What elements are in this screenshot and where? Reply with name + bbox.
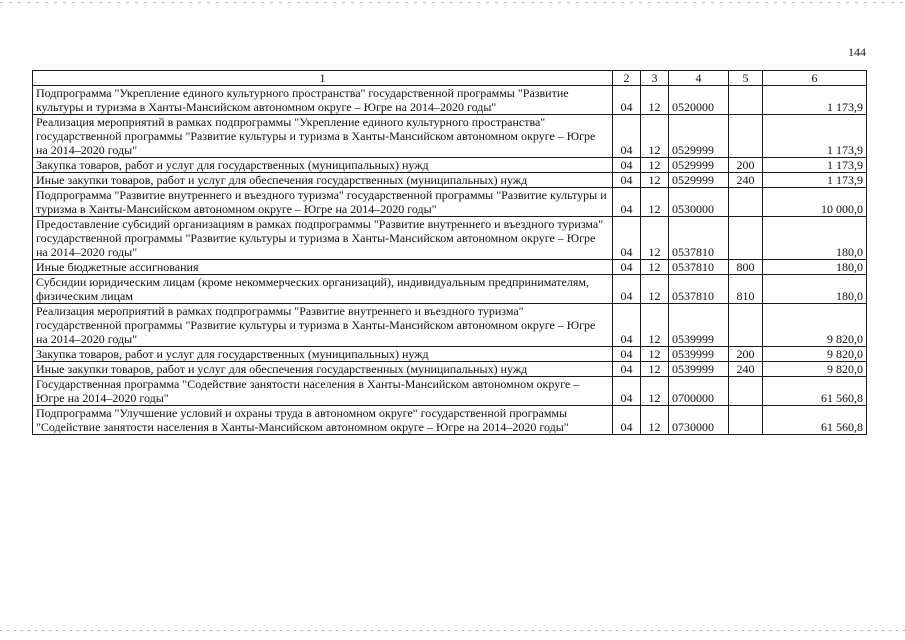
row-section-code: 04 bbox=[613, 406, 641, 435]
table-row bbox=[33, 188, 867, 217]
row-amount: 1 173,9 bbox=[763, 173, 867, 188]
row-subsection-code: 12 bbox=[641, 217, 669, 260]
row-target-article-code: 0539999 bbox=[669, 347, 729, 362]
row-section-code: 04 bbox=[613, 347, 641, 362]
row-target-article-code: 0529999 bbox=[669, 158, 729, 173]
row-expense-type-code: 810 bbox=[729, 275, 763, 304]
row-subsection-code: 12 bbox=[641, 158, 669, 173]
row-target-article-code: 0537810 bbox=[669, 217, 729, 260]
row-subsection-code: 12 bbox=[641, 275, 669, 304]
table-row bbox=[33, 115, 867, 158]
row-section-code: 04 bbox=[613, 188, 641, 217]
row-expense-type-code: 240 bbox=[729, 362, 763, 377]
row-amount: 180,0 bbox=[763, 275, 867, 304]
row-amount: 1 173,9 bbox=[763, 115, 867, 158]
row-target-article-code: 0530000 bbox=[669, 188, 729, 217]
table-row bbox=[33, 173, 867, 188]
table-row bbox=[33, 86, 867, 115]
scan-artifact-bottom bbox=[0, 630, 905, 631]
row-amount: 1 173,9 bbox=[763, 86, 867, 115]
row-amount: 180,0 bbox=[763, 217, 867, 260]
row-target-article-code: 0529999 bbox=[669, 115, 729, 158]
row-target-article-code: 0537810 bbox=[669, 260, 729, 275]
table-row bbox=[33, 275, 867, 304]
row-subsection-code: 12 bbox=[641, 115, 669, 158]
page-number: 144 bbox=[848, 45, 866, 59]
row-target-article-code: 0520000 bbox=[669, 86, 729, 115]
column-header: 3 bbox=[641, 71, 669, 86]
row-subsection-code: 12 bbox=[641, 406, 669, 435]
table-row bbox=[33, 158, 867, 173]
column-header: 2 bbox=[613, 71, 641, 86]
row-section-code: 04 bbox=[613, 362, 641, 377]
row-section-code: 04 bbox=[613, 173, 641, 188]
row-description: Иные закупки товаров, работ и услуг для обеспечения государственных (муниципальных) нужд bbox=[33, 362, 613, 377]
row-amount: 9 820,0 bbox=[763, 347, 867, 362]
row-expense-type-code bbox=[729, 377, 763, 406]
row-subsection-code: 12 bbox=[641, 188, 669, 217]
table-row bbox=[33, 217, 867, 260]
row-subsection-code: 12 bbox=[641, 304, 669, 347]
row-section-code: 04 bbox=[613, 217, 641, 260]
row-subsection-code: 12 bbox=[641, 347, 669, 362]
row-description: Закупка товаров, работ и услуг для государственных (муниципальных) нужд bbox=[33, 347, 613, 362]
row-description: Иные закупки товаров, работ и услуг для обеспечения государственных (муниципальных) нужд bbox=[33, 173, 613, 188]
row-description: Закупка товаров, работ и услуг для государственных (муниципальных) нужд bbox=[33, 158, 613, 173]
row-subsection-code: 12 bbox=[641, 260, 669, 275]
row-amount: 61 560,8 bbox=[763, 406, 867, 435]
row-description: Реализация мероприятий в рамках подпрограммы "Развитие внутреннего и въездного туризма" государственной программы "Развитие культуры и туризма в Ханты-Мансийском автономном округе – Югре на 2014–2020 годы" bbox=[33, 304, 613, 347]
table-row bbox=[33, 362, 867, 377]
row-expense-type-code: 200 bbox=[729, 158, 763, 173]
row-description: Субсидии юридическим лицам (кроме некоммерческих организаций), индивидуальным предпринимателям, физическим лицам bbox=[33, 275, 613, 304]
row-description: Подпрограмма "Развитие внутреннего и въездного туризма" государственной программы "Развитие культуры и туризма в Ханты-Мансийском автономном округе – Югре на 2014–2020 годы" bbox=[33, 188, 613, 217]
row-section-code: 04 bbox=[613, 86, 641, 115]
row-description: Государственная программа "Содействие занятости населения в Ханты-Мансийском автономном округе – Югре на 2014–2020 годы" bbox=[33, 377, 613, 406]
row-amount: 10 000,0 bbox=[763, 188, 867, 217]
row-expense-type-code: 200 bbox=[729, 347, 763, 362]
row-expense-type-code bbox=[729, 115, 763, 158]
row-subsection-code: 12 bbox=[641, 362, 669, 377]
row-target-article-code: 0539999 bbox=[669, 304, 729, 347]
row-section-code: 04 bbox=[613, 158, 641, 173]
row-target-article-code: 0539999 bbox=[669, 362, 729, 377]
table-row bbox=[33, 260, 867, 275]
table-body bbox=[33, 86, 867, 435]
row-target-article-code: 0537810 bbox=[669, 275, 729, 304]
row-description: Иные бюджетные ассигнования bbox=[33, 260, 613, 275]
row-amount: 1 173,9 bbox=[763, 158, 867, 173]
table-row bbox=[33, 377, 867, 406]
column-header: 4 bbox=[669, 71, 729, 86]
row-section-code: 04 bbox=[613, 377, 641, 406]
column-header: 1 bbox=[33, 71, 613, 86]
row-amount: 180,0 bbox=[763, 260, 867, 275]
row-amount: 9 820,0 bbox=[763, 304, 867, 347]
row-description: Подпрограмма "Укрепление единого культурного пространства" государственной программы "Развитие культуры и туризма в Ханты-Мансийском автономном округе – Югре на 2014–2020 годы" bbox=[33, 86, 613, 115]
table-row bbox=[33, 304, 867, 347]
row-subsection-code: 12 bbox=[641, 173, 669, 188]
row-description: Предоставление субсидий организациям в рамках подпрограммы "Развитие внутреннего и въездного туризма" государственной программы "Развитие культуры и туризма в Ханты-Мансийском автономном округе – Югре на 2014–2020 годы" bbox=[33, 217, 613, 260]
column-header: 6 bbox=[763, 71, 867, 86]
table-header-row bbox=[33, 71, 867, 86]
row-section-code: 04 bbox=[613, 115, 641, 158]
row-section-code: 04 bbox=[613, 304, 641, 347]
row-target-article-code: 0700000 bbox=[669, 377, 729, 406]
table-row bbox=[33, 406, 867, 435]
row-target-article-code: 0529999 bbox=[669, 173, 729, 188]
scan-artifact-top bbox=[0, 2, 905, 3]
table-row bbox=[33, 347, 867, 362]
column-header: 5 bbox=[729, 71, 763, 86]
row-description: Подпрограмма "Улучшение условий и охраны труда в автономном округе" государственной программы "Содействие занятости населения в Ханты-Мансийском автономном округе – Югре на 2014–2020 годы" bbox=[33, 406, 613, 435]
row-subsection-code: 12 bbox=[641, 86, 669, 115]
row-expense-type-code bbox=[729, 406, 763, 435]
row-expense-type-code bbox=[729, 217, 763, 260]
row-description: Реализация мероприятий в рамках подпрограммы "Укрепление единого культурного пространства" государственной программы "Развитие культуры и туризма в Ханты-Мансийском автономном округе – Югре на 2014–2020 годы" bbox=[33, 115, 613, 158]
row-section-code: 04 bbox=[613, 275, 641, 304]
budget-table bbox=[32, 70, 867, 435]
row-section-code: 04 bbox=[613, 260, 641, 275]
row-expense-type-code: 800 bbox=[729, 260, 763, 275]
row-expense-type-code: 240 bbox=[729, 173, 763, 188]
row-amount: 61 560,8 bbox=[763, 377, 867, 406]
row-expense-type-code bbox=[729, 304, 763, 347]
row-expense-type-code bbox=[729, 86, 763, 115]
row-expense-type-code bbox=[729, 188, 763, 217]
row-target-article-code: 0730000 bbox=[669, 406, 729, 435]
row-subsection-code: 12 bbox=[641, 377, 669, 406]
row-amount: 9 820,0 bbox=[763, 362, 867, 377]
